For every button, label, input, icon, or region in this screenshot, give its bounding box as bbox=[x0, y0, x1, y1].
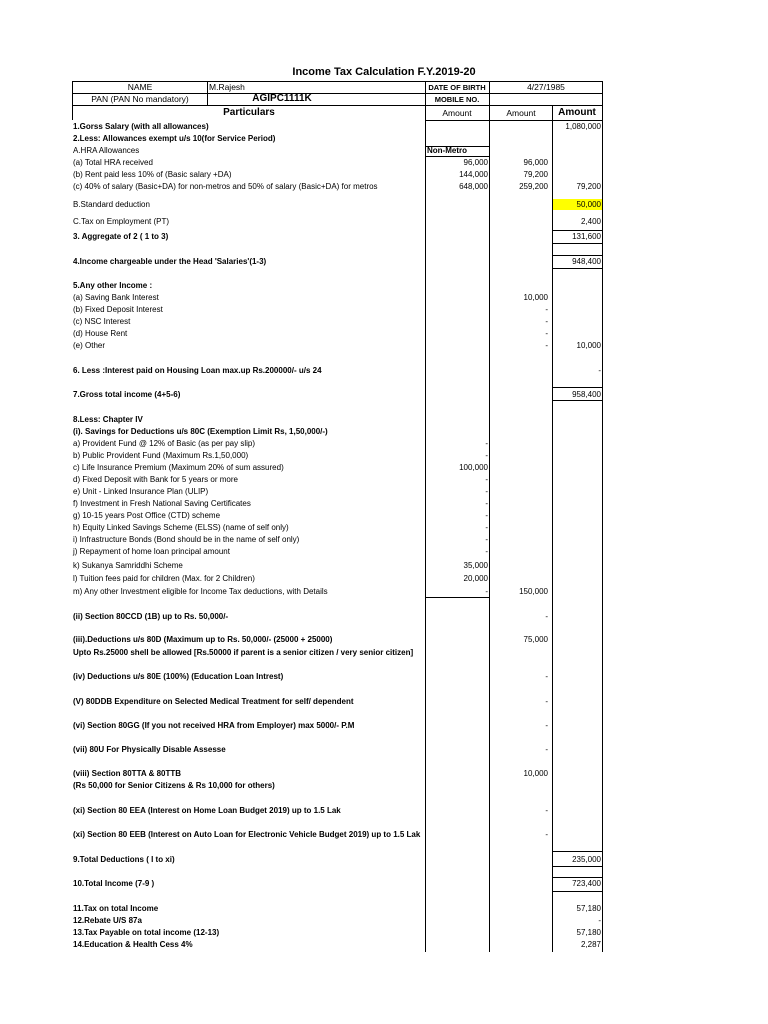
row-label: 11.Tax on total Income bbox=[73, 904, 159, 913]
dob-value: 4/27/1985 bbox=[527, 82, 565, 92]
row-label: e) Unit - Linked Insurance Plan (ULIP) bbox=[73, 487, 209, 496]
row-label: (vii) 80U For Physically Disable Assesse bbox=[73, 745, 226, 754]
row-amount-b: - bbox=[545, 317, 548, 326]
name-label: NAME bbox=[127, 82, 153, 92]
row-amount-a: - bbox=[485, 535, 488, 544]
row-label: m) Any other Investment eligible for Income Tax deductions, with Details bbox=[73, 587, 328, 596]
row-amount-c: 50,000 bbox=[576, 200, 601, 209]
row-label: 10.Total Income (7-9 ) bbox=[73, 879, 155, 888]
row-label: d) Fixed Deposit with Bank for 5 years or more bbox=[73, 475, 238, 484]
row-label: 8.Less: Chapter IV bbox=[73, 415, 143, 424]
row-amount-b: 96,000 bbox=[523, 158, 548, 167]
row-amount-c: 79,200 bbox=[576, 182, 601, 191]
c-total-ded-line bbox=[552, 851, 602, 852]
pan-label: PAN (PAN No mandatory) bbox=[91, 94, 189, 104]
row-amount-b: - bbox=[545, 721, 548, 730]
row-amount-c: 131,600 bbox=[572, 232, 601, 241]
row-amount-a: - bbox=[485, 439, 488, 448]
row-amount-a: 96,000 bbox=[463, 158, 488, 167]
row-label: 7.Gross total income (4+5-6) bbox=[73, 390, 181, 399]
table-left-border bbox=[72, 105, 73, 120]
c-aggregate-line-2 bbox=[552, 243, 602, 244]
row-label: (V) 80DDB Expenditure on Selected Medical Treatment for self/ dependent bbox=[73, 697, 354, 706]
row-label: B.Standard deduction bbox=[73, 200, 150, 209]
row-label: (ii) Section 80CCD (1B) up to Rs. 50,000/- bbox=[73, 612, 229, 621]
row-amount-a: 144,000 bbox=[459, 170, 488, 179]
row-label: (vi) Section 80GG (If you not received HRA from Employer) max 5000/- P.M bbox=[73, 721, 355, 730]
row-label: A.HRA Allowances bbox=[73, 146, 140, 155]
row-label: f) Investment in Fresh National Saving Certificates bbox=[73, 499, 251, 508]
row-label: 14.Education & Health Cess 4% bbox=[73, 940, 193, 949]
row-amount-b: - bbox=[545, 305, 548, 314]
row-label: b) Public Provident Fund (Maximum Rs.1,50,000) bbox=[73, 451, 249, 460]
amount-col1-label: Amount bbox=[442, 108, 472, 118]
row-amount-a: - bbox=[485, 547, 488, 556]
row-label: 12.Rebate U/S 87a bbox=[73, 916, 142, 925]
row-amount-a: - bbox=[485, 587, 488, 596]
row-label: 1.Gorss Salary (with all allowances) bbox=[73, 122, 209, 131]
row-label: 2.Less: Allowances exempt u/s 10(for Service Period) bbox=[73, 134, 276, 143]
dob-label: DATE OF BIRTH bbox=[428, 83, 486, 92]
table-right-border bbox=[602, 81, 603, 952]
row-amount-a: 648,000 bbox=[459, 182, 488, 191]
header-row-divider-2 bbox=[72, 105, 603, 106]
row-label: (b) Rent paid less 10% of (Basic salary +DA) bbox=[73, 170, 232, 179]
row-label: (Rs 50,000 for Senior Citizens & Rs 10,000 for others) bbox=[73, 781, 275, 790]
row-label: (i). Savings for Deductions u/s 80C (Exemption Limit Rs, 1,50,000/-) bbox=[73, 427, 328, 436]
c-total-inc-line bbox=[552, 877, 602, 878]
row-label: 9.Total Deductions ( I to xi) bbox=[73, 855, 175, 864]
row-amount-b: - bbox=[545, 341, 548, 350]
row-label: h) Equity Linked Savings Scheme (ELSS) (name of self only) bbox=[73, 523, 289, 532]
row-amount-b: - bbox=[545, 697, 548, 706]
row-label: C.Tax on Employment (PT) bbox=[73, 217, 170, 226]
row-label: (a) Total HRA received bbox=[73, 158, 153, 167]
row-label: (xi) Section 80 EEB (Interest on Auto Loan for Electronic Vehicle Budget 2019) up to 1.5 Lak bbox=[73, 830, 421, 839]
row-amount-a: 20,000 bbox=[463, 574, 488, 583]
row-amount-a: Non-Metro bbox=[427, 146, 467, 155]
c-total-ded-line-2 bbox=[552, 866, 602, 867]
row-label: (iv) Deductions u/s 80E (100%) (Education Loan Intrest) bbox=[73, 672, 284, 681]
c-income-line-2 bbox=[552, 268, 602, 269]
row-amount-c: 235,000 bbox=[572, 855, 601, 864]
row-label: (iii).Deductions u/s 80D (Maximum up to Rs. 50,000/- (25000 + 25000) bbox=[73, 635, 333, 644]
c-aggregate-line bbox=[552, 230, 602, 231]
row-label: (c) 40% of salary (Basic+DA) for non-metros and 50% of salary (Basic+DA) for metros bbox=[73, 182, 378, 191]
row-amount-a: - bbox=[485, 499, 488, 508]
a-80c-line bbox=[425, 597, 489, 598]
row-label: k) Sukanya Samriddhi Scheme bbox=[73, 561, 183, 570]
row-amount-a: 35,000 bbox=[463, 561, 488, 570]
row-amount-c: 1,080,000 bbox=[565, 122, 601, 131]
row-label: Upto Rs.25000 shell be allowed [Rs.50000 if parent is a senior citizen / very senior citizen] bbox=[73, 648, 414, 657]
row-label: (c) NSC Interest bbox=[73, 317, 131, 326]
row-amount-a: - bbox=[485, 523, 488, 532]
table-col-b-divider bbox=[489, 105, 490, 952]
row-label: g) 10-15 years Post Office (CTD) scheme bbox=[73, 511, 221, 520]
row-amount-a: 100,000 bbox=[459, 463, 488, 472]
row-amount-b: - bbox=[545, 830, 548, 839]
row-label: (e) Other bbox=[73, 341, 106, 350]
row-label: (a) Saving Bank Interest bbox=[73, 293, 159, 302]
c-total-inc-line-2 bbox=[552, 891, 602, 892]
row-amount-b: - bbox=[545, 612, 548, 621]
row-amount-a: - bbox=[485, 451, 488, 460]
row-amount-a: - bbox=[485, 511, 488, 520]
amount-col2-label: Amount bbox=[506, 108, 536, 118]
table-header-bottom bbox=[425, 120, 603, 121]
row-amount-c: 57,180 bbox=[576, 904, 601, 913]
row-label: a) Provident Fund @ 12% of Basic (as per pay slip) bbox=[73, 439, 255, 448]
row-label: c) Life Insurance Premium (Maximum 20% of sum assured) bbox=[73, 463, 284, 472]
c-gross-line bbox=[552, 387, 602, 388]
row-label: (b) Fixed Deposit Interest bbox=[73, 305, 163, 314]
row-amount-b: 10,000 bbox=[523, 293, 548, 302]
row-amount-c: 57,180 bbox=[576, 928, 601, 937]
row-label: l) Tuition fees paid for children (Max. for 2 Children) bbox=[73, 574, 255, 583]
row-amount-c: - bbox=[598, 916, 601, 925]
row-label: (d) House Rent bbox=[73, 329, 128, 338]
row-label: j) Repayment of home loan principal amount bbox=[73, 547, 230, 556]
row-label: 4.Income chargeable under the Head 'Salaries'(1-3) bbox=[73, 257, 267, 266]
row-label: 5.Any other Income : bbox=[73, 281, 153, 290]
c-income-line bbox=[552, 255, 602, 256]
row-amount-b: - bbox=[545, 672, 548, 681]
row-amount-b: 259,200 bbox=[519, 182, 548, 191]
row-label: i) Infrastructure Bonds (Bond should be in the name of self only) bbox=[73, 535, 300, 544]
name-value: M.Rajesh bbox=[209, 82, 245, 92]
row-amount-b: 10,000 bbox=[523, 769, 548, 778]
row-label: 3. Aggregate of 2 ( 1 to 3) bbox=[73, 232, 169, 241]
row-label: (xi) Section 80 EEA (Interest on Home Loan Budget 2019) up to 1.5 Lak bbox=[73, 806, 341, 815]
row-amount-c: 2,287 bbox=[580, 940, 601, 949]
row-amount-c: 948,400 bbox=[572, 257, 601, 266]
particulars-label: Particulars bbox=[223, 107, 275, 118]
row-label: 6. Less :Interest paid on Housing Loan max.up Rs.200000/- u/s 24 bbox=[73, 366, 322, 375]
row-amount-c: - bbox=[598, 366, 601, 375]
row-amount-a: - bbox=[485, 487, 488, 496]
row-amount-b: - bbox=[545, 329, 548, 338]
row-label: 13.Tax Payable on total income (12-13) bbox=[73, 928, 220, 937]
row-label: (viii) Section 80TTA & 80TTB bbox=[73, 769, 182, 778]
row-amount-c: 10,000 bbox=[576, 341, 601, 350]
row-amount-c: 723,400 bbox=[572, 879, 601, 888]
row-amount-b: 79,200 bbox=[523, 170, 548, 179]
row-amount-a: - bbox=[485, 475, 488, 484]
row-amount-b: - bbox=[545, 806, 548, 815]
row-amount-c: 958,400 bbox=[572, 390, 601, 399]
mobile-label: MOBILE NO. bbox=[434, 95, 480, 104]
hra-bottom-line bbox=[425, 156, 489, 157]
row-amount-b: 75,000 bbox=[523, 635, 548, 644]
page-title: Income Tax Calculation F.Y.2019-20 bbox=[292, 66, 476, 78]
pan-value: AGIPC1111K bbox=[252, 93, 312, 104]
row-amount-c: 2,400 bbox=[580, 217, 601, 226]
amount-col3-label: Amount bbox=[558, 107, 596, 118]
c-gross-line-2 bbox=[552, 400, 602, 401]
row-amount-b: - bbox=[545, 745, 548, 754]
row-amount-b: 150,000 bbox=[519, 587, 548, 596]
